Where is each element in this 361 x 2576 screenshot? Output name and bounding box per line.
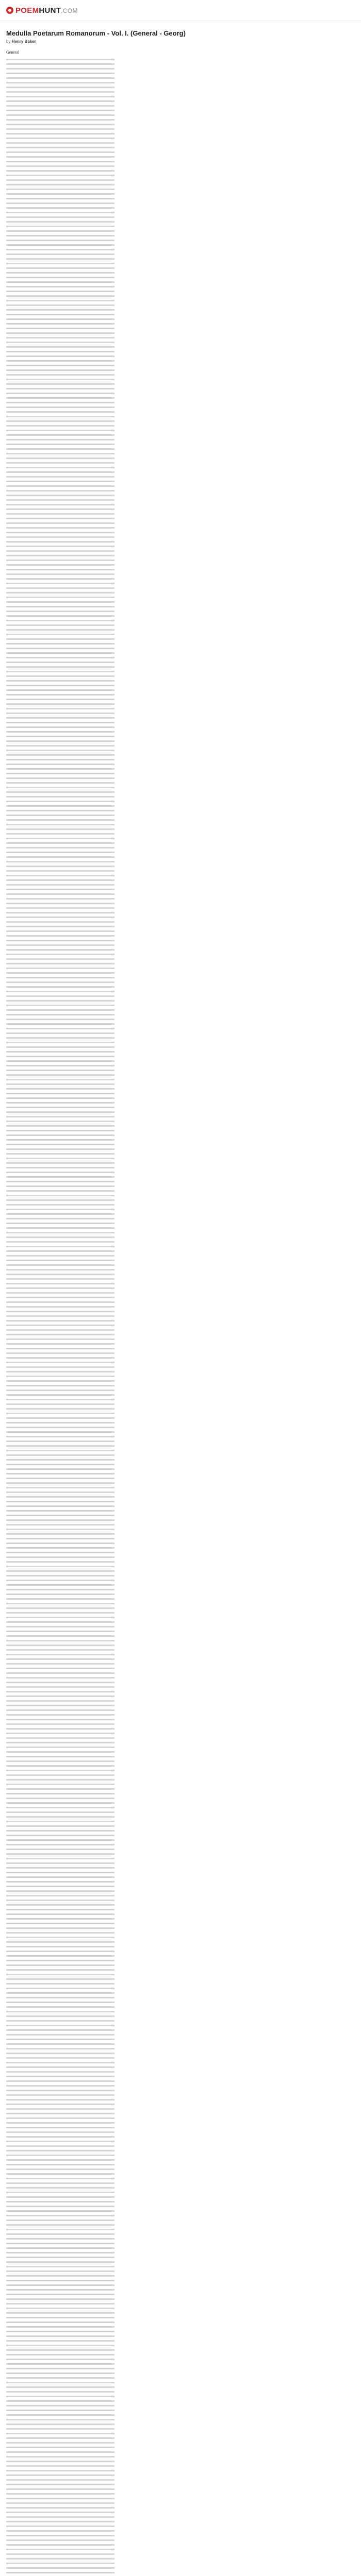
author-link[interactable]: Henry Baker <box>11 39 36 44</box>
byline <box>6 39 355 44</box>
site-logo[interactable] <box>6 6 78 15</box>
byline-prefix: by <box>6 39 11 44</box>
logo-com: .COM <box>61 7 78 14</box>
section-label: General <box>6 49 20 55</box>
logo-icon <box>6 7 13 14</box>
poem-body-placeholder <box>6 59 355 2576</box>
logo-hunt: HUNT <box>39 6 61 15</box>
poem-content <box>0 21 361 2576</box>
logo-poem: POEM <box>15 6 39 15</box>
page-title: Medulla Poetarum Romanorum - Vol. I. (General - Georg) <box>6 29 186 37</box>
site-header <box>0 0 361 21</box>
logo-wordmark <box>15 6 78 15</box>
